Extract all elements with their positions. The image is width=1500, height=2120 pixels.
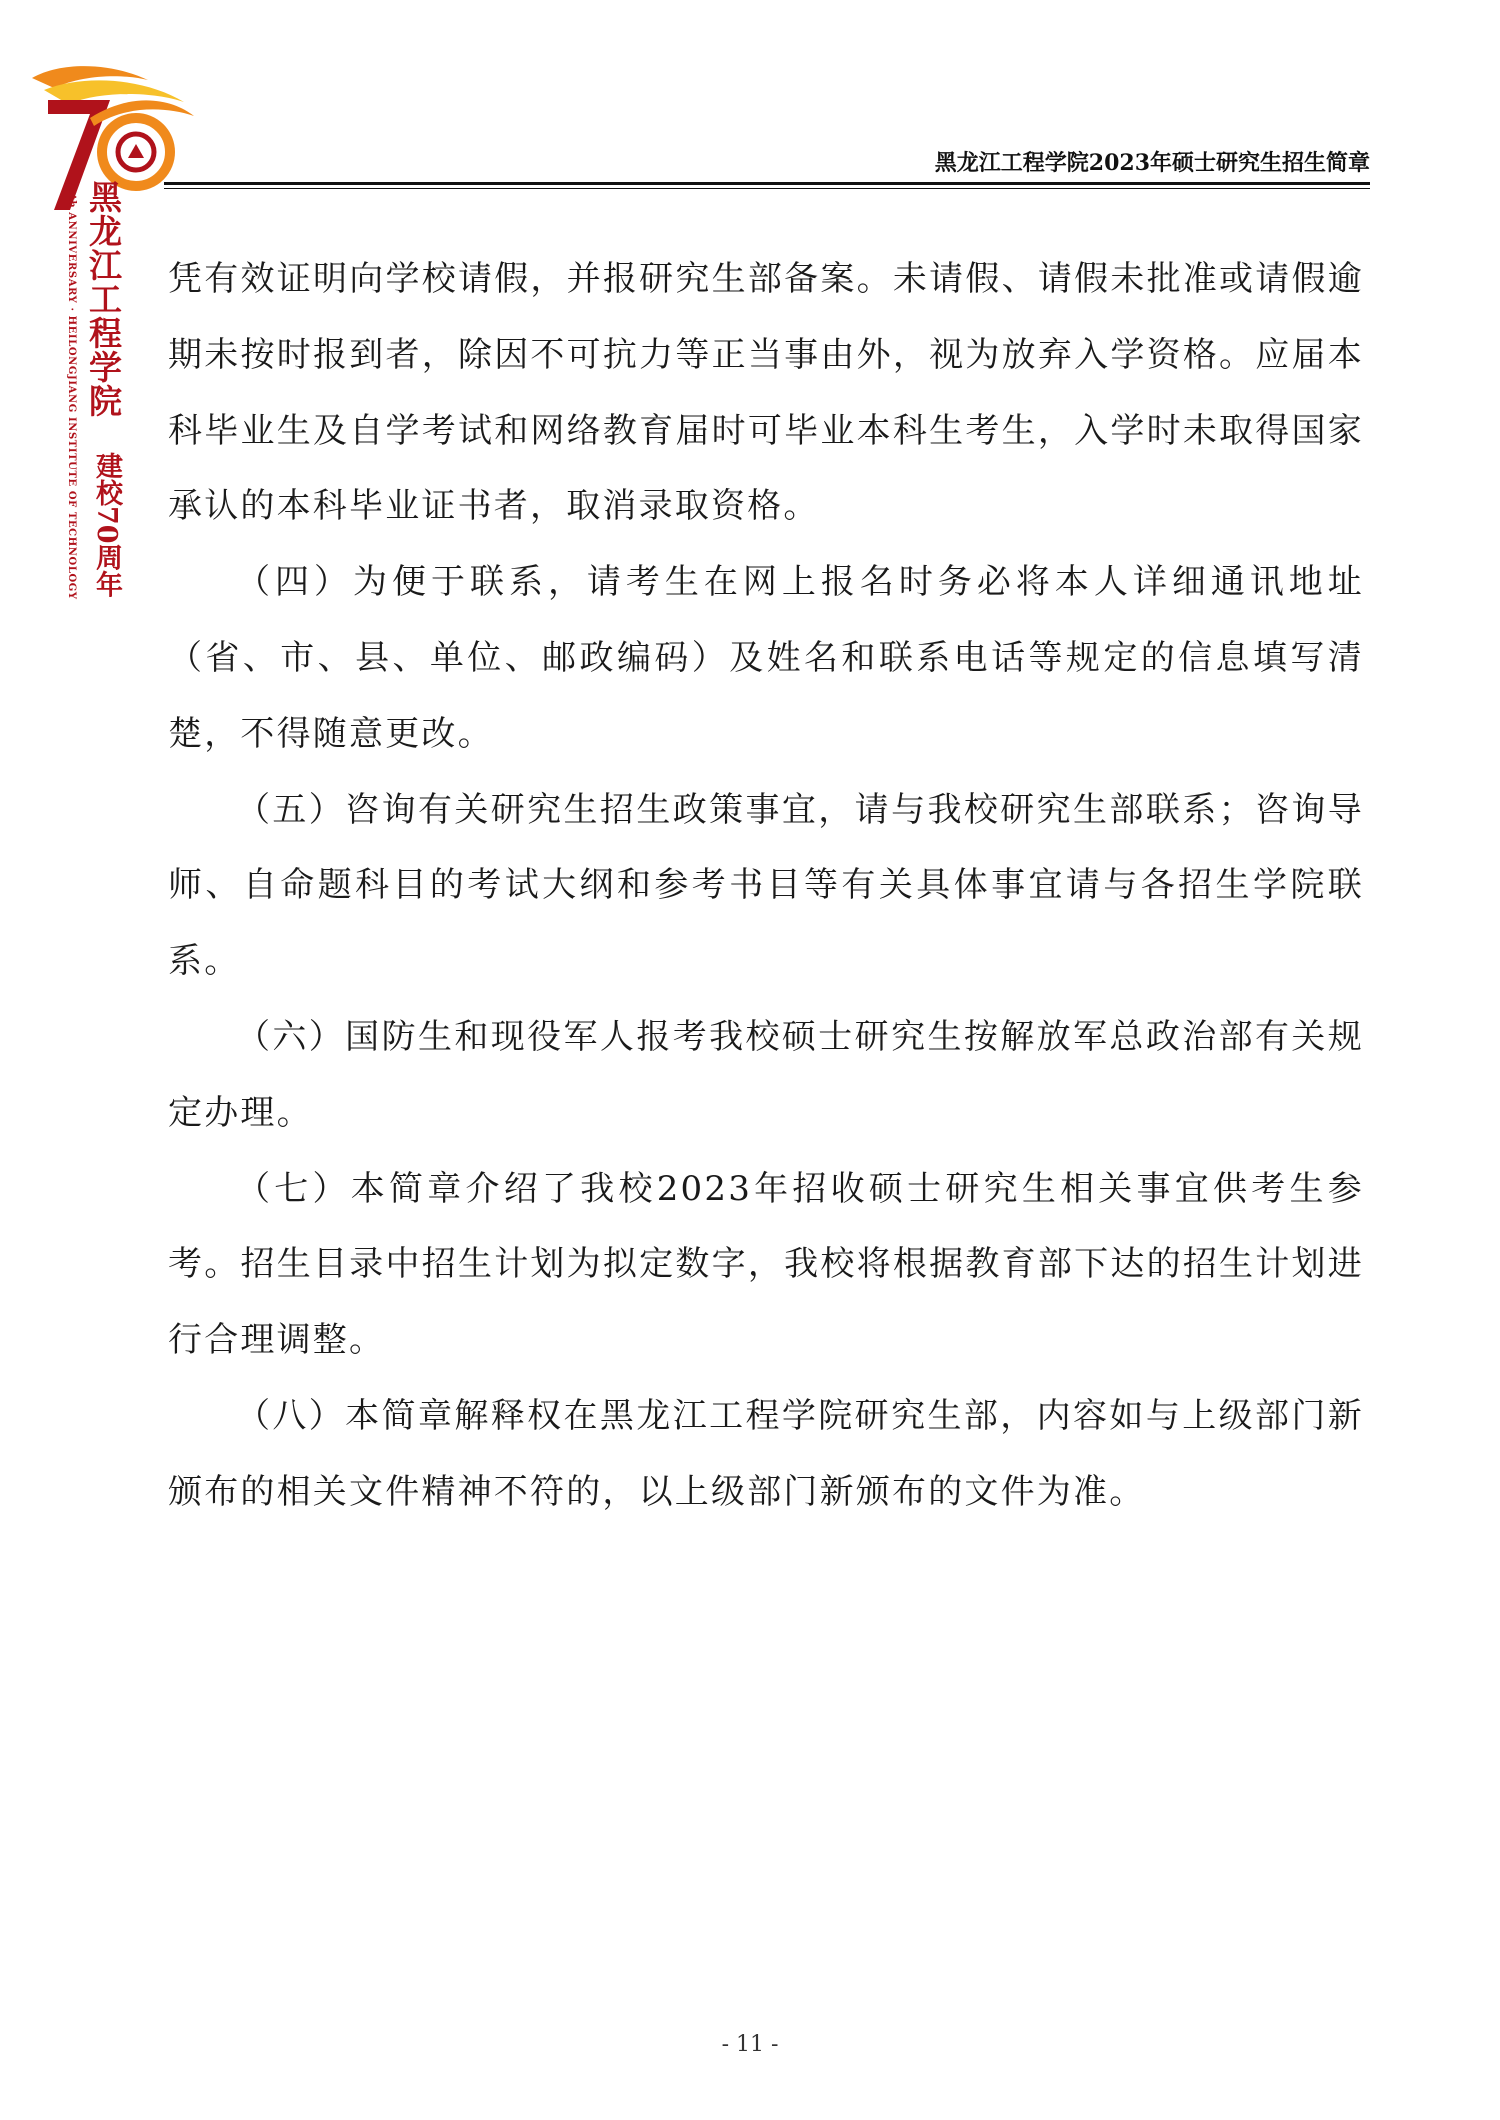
anniversary-english-vertical: 70th ANNIVERSARY · HEILONGJIANG INSTITUTE OF TECHNOLOGY <box>66 180 77 600</box>
header-divider <box>164 182 1370 185</box>
anniversary-subtitle-vertical: 建校70周年 <box>91 452 122 598</box>
page-header-title: 黑龙江工程学院2023年硕士研究生招生简章 <box>934 150 1370 176</box>
paragraph-item-8: （八）本简章解释权在黑龙江工程学院研究生部，内容如与上级部门新颁布的相关文件精神不符的，以上级部门新颁布的文件为准。 <box>168 1395 1364 1512</box>
paragraph-item-4: （四）为便于联系，请考生在网上报名时务必将本人详细通讯地址（省、市、县、单位、邮政编码）及姓名和联系电话等规定的信息填写清楚，不得随意更改。 <box>168 562 1364 754</box>
paragraph-item-6: （六）国防生和现役军人报考我校硕士研究生按解放军总政治部有关规定办理。 <box>168 1016 1364 1133</box>
page-number: - 11 - <box>721 2032 779 2057</box>
paragraph-continuation: 凭有效证明向学校请假，并报研究生部备案。未请假、请假未批准或请假逾期未按时报到者，除因不可抗力等正当事由外，视为放弃入学资格。应届本科毕业生及自学考试和网络教育届时可毕业本科生考生，入学时未取得国家承认的本科毕业证书者，取消录取资格。 <box>168 259 1364 527</box>
paragraph-item-5: （五）咨询有关研究生招生政策事宜，请与我校研究生部联系；咨询导师、自命题科目的考试大纲和参考书目等有关具体事宜请与各招生学院联系。 <box>168 789 1364 982</box>
paragraph-item-7: （七）本简章介绍了我校2023年招收硕士研究生相关事宜供考生参考。招生目录中招生计划为拟定数字，我校将根据教育部下达的招生计划进行合理调整。 <box>168 1168 1364 1361</box>
header-divider-thin <box>164 188 1370 189</box>
school-name-vertical: 黑龙江工程学院 <box>84 180 123 418</box>
document-body <box>168 242 1364 1531</box>
